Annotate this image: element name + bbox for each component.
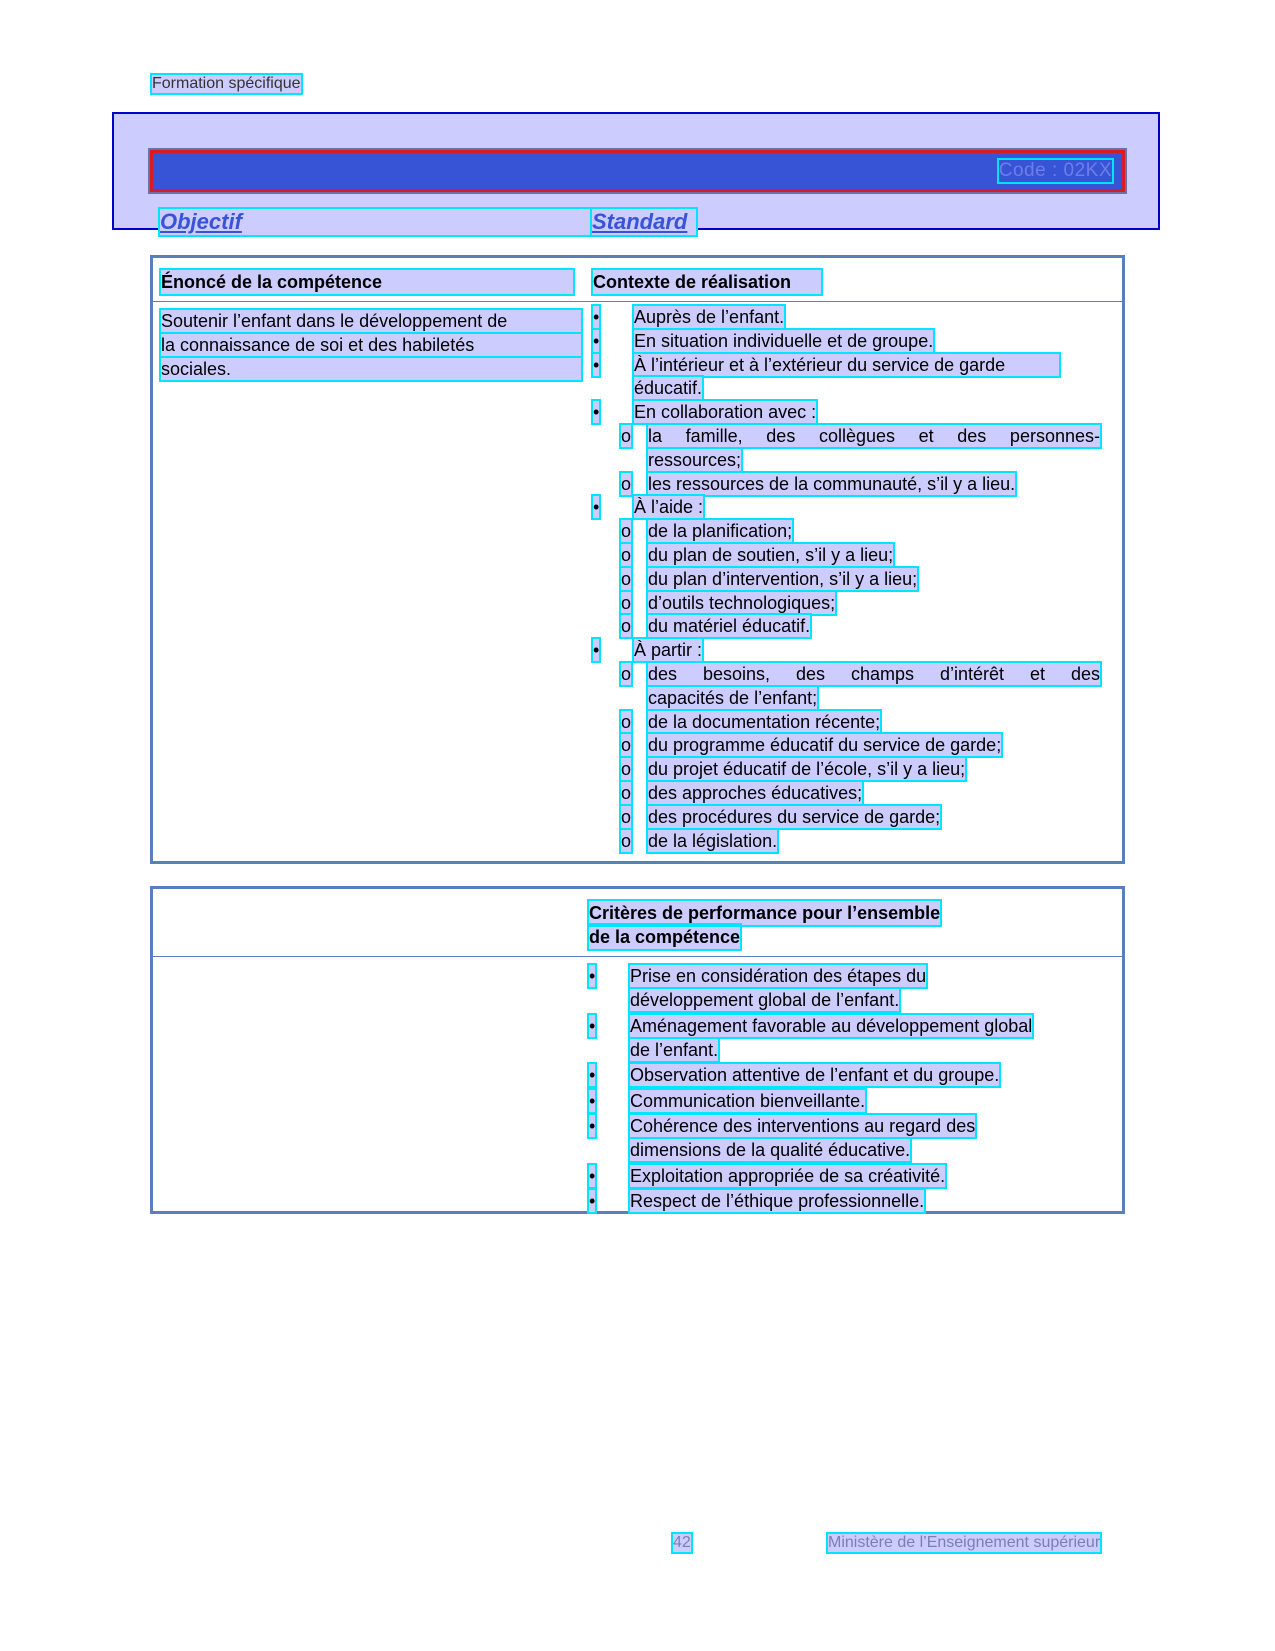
context-item: éducatif. [634,378,703,399]
bullet-icon: • [593,307,600,327]
statement-header: Énoncé de la compétence [161,270,573,294]
bullet-icon: • [593,640,600,661]
competence-table [150,255,1125,864]
code-label: Code : [998,160,1058,181]
criteria-item: Aménagement favorable au développement global [630,1015,1033,1036]
bullet-icon: • [589,966,596,986]
sub-bullet-icon: o [621,830,632,851]
sub-bullet-icon: o [621,521,632,542]
context-item: Auprès de l’enfant. [634,307,785,327]
statement-line: la connaissance de soi et des habiletés [161,334,581,356]
sub-bullet-icon: o [621,473,632,494]
context-sub-item: de la documentation récente; [648,711,881,732]
bullet-icon: • [589,1191,596,1211]
sub-bullet-icon: o [621,759,632,780]
bullet-icon: • [589,1116,596,1136]
criteria-item: développement global de l’enfant. [630,990,900,1010]
context-sub-item: d’outils technologiques; [648,592,836,613]
context-sub-item: ressources; [648,449,742,470]
bullet-icon: • [593,354,600,375]
context-sub-item: du plan de soutien, s’il y a lieu; [648,545,894,565]
criteria-item: dimensions de la qualité éducative. [630,1140,911,1160]
objective-title: Objectif [160,209,590,235]
statement-line: Soutenir l’enfant dans le développement de [161,310,581,332]
running-head: Formation spécifique [152,75,301,92]
page-number: 42 [673,1534,691,1551]
competency-code [999,160,1112,182]
sub-bullet-icon: o [621,806,632,827]
context-item: À partir : [634,640,703,661]
bullet-icon: • [589,1015,596,1036]
criteria-item: Cohérence des interventions au regard des [630,1116,976,1136]
context-header: Contexte de réalisation [593,270,821,294]
header-divider [153,301,1122,302]
context-sub-item: des procédures du service de garde; [648,806,941,827]
criteria-item: Prise en considération des étapes du [630,966,927,986]
context-item: À l’aide : [634,497,704,518]
context-sub-item: capacités de l’enfant; [648,687,818,708]
context-item: En collaboration avec : [634,402,817,423]
criteria-item: Respect de l’éthique professionnelle. [630,1191,925,1211]
statement-line: sociales. [161,358,581,380]
criteria-header-line: de la compétence [589,927,741,947]
criteria-item: Exploitation appropriée de sa créativité. [630,1165,946,1186]
sub-bullet-icon: o [621,711,632,732]
context-sub-item: du plan d’intervention, s’il y a lieu; [648,568,918,589]
context-sub-item: des approches éducatives; [648,783,863,803]
sub-bullet-icon: o [621,592,632,613]
criteria-item: de l’enfant. [630,1039,719,1060]
context-sub-item: du programme éducatif du service de garde; [648,735,1002,756]
bullet-icon: • [593,402,600,423]
criteria-item: Observation attentive de l’enfant et du groupe. [630,1065,1000,1085]
bullet-icon: • [593,330,600,351]
context-sub-item: la famille, des collègues et des personnes- [648,426,1100,446]
ministry-name: Ministère de l’Enseignement supérieur [828,1534,1101,1551]
criteria-table [150,886,1125,1214]
context-sub-item: les ressources de la communauté, s’il y a lieu. [648,473,1016,494]
context-sub-item: des besoins, des champs d’intérêt et des [648,664,1100,684]
criteria-header [589,901,940,949]
criteria-item: Communication bienveillante. [630,1090,866,1111]
sub-bullet-icon: o [621,664,632,684]
standard-title: Standard [592,209,696,235]
criteria-header-line: Critères de performance pour l’ensemble [589,903,941,923]
sub-bullet-icon: o [621,783,632,803]
criteria-divider [153,956,1122,957]
context-sub-item: du matériel éducatif. [648,616,811,637]
code-value: 02KX [1063,160,1112,181]
bullet-icon: • [589,1165,596,1186]
context-sub-item: de la planification; [648,521,793,542]
bullet-icon: • [589,1065,596,1085]
context-sub-item: du projet éducatif de l’école, s’il y a lieu; [648,759,966,780]
sub-bullet-icon: o [621,616,632,637]
sub-bullet-icon: o [621,568,632,589]
sub-bullet-icon: o [621,735,632,756]
sub-bullet-icon: o [621,545,632,565]
code-bar [150,150,1125,192]
sub-bullet-icon: o [621,426,632,446]
bullet-icon: • [589,1090,596,1111]
bullet-icon: • [593,497,600,518]
context-item: En situation individuelle et de groupe. [634,330,934,351]
context-item: À l’intérieur et à l’extérieur du service de garde [634,354,1059,376]
context-sub-item: de la législation. [648,830,778,851]
